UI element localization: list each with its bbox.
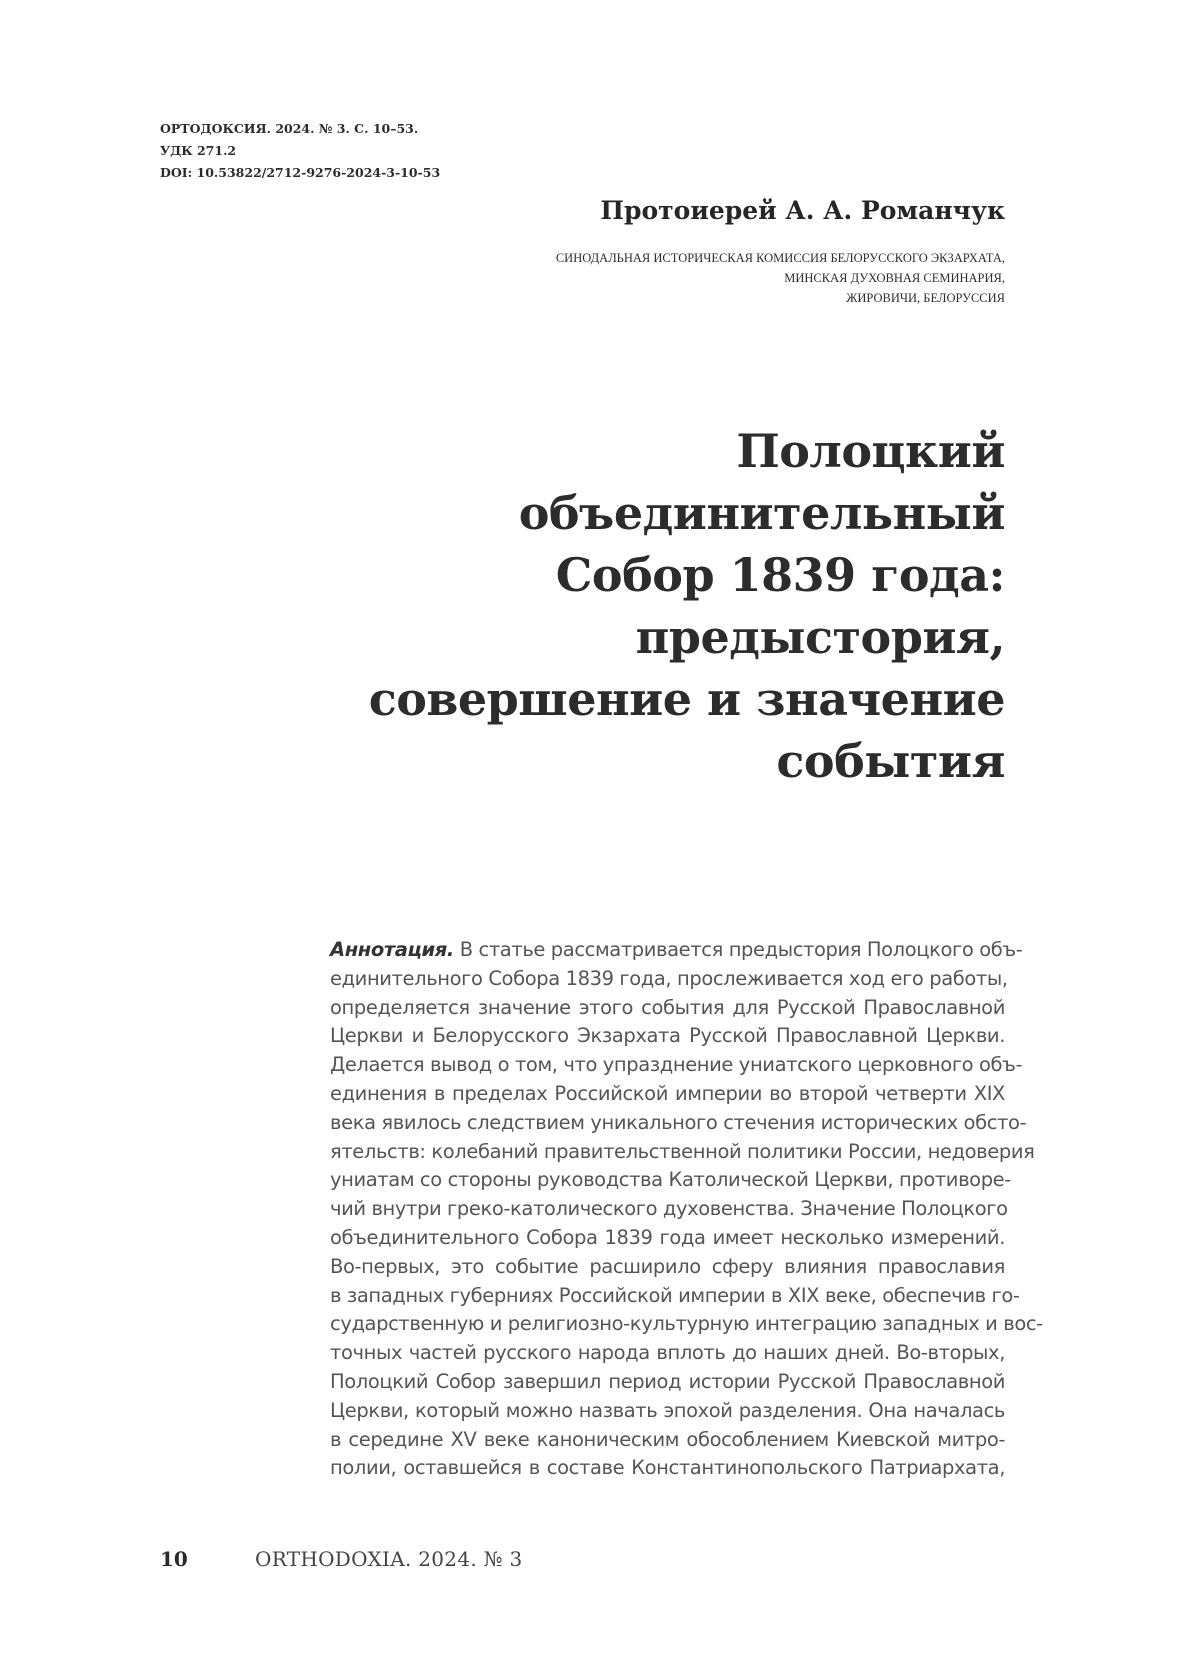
- abstract-line: [330, 936, 1023, 965]
- article-metadata: [160, 118, 440, 184]
- citation-line: ОРТОДОКСИЯ. 2024. № 3. С. 10–53.: [160, 121, 419, 136]
- page-footer: [160, 1547, 523, 1577]
- title-line: события: [776, 734, 1005, 788]
- abstract-line: Во-первых, это событие расширило сферу влияния православия: [330, 1254, 1005, 1278]
- abstract-line: единительного Собора 1839 года, прослеживается ход его работы,: [330, 966, 1008, 990]
- abstract-line: в западных губерниях Российской империи в XIX веке, обеспечив го-: [330, 1283, 1020, 1307]
- affiliation-line: СИНОДАЛЬНАЯ ИСТОРИЧЕСКАЯ КОМИССИЯ БЕЛОРУССКОГО ЭКЗАРХАТА,: [555, 251, 1005, 265]
- abstract-line: сударственную и религиозно-культурную интеграцию западных и вос-: [330, 1312, 1043, 1336]
- abstract-line: Полоцкий Собор завершил период истории Русской Православной: [330, 1369, 1005, 1393]
- title-line: предыстория,: [635, 610, 1005, 664]
- abstract-line: Делается вывод о том, что упразднение униатского церковного объ-: [330, 1053, 1023, 1077]
- abstract-line: века явилось следствием уникального стечения исторических обсто-: [330, 1110, 1027, 1134]
- abstract-line: ятельств: колебаний правительственной политики России, недоверия: [330, 1139, 1035, 1163]
- affiliation-line: ЖИРОВИЧИ, БЕЛОРУССИЯ: [846, 291, 1005, 305]
- abstract-line: определяется значение этого события для Русской Православной: [330, 995, 1005, 1019]
- abstract-line: Церкви, который можно назвать эпохой разделения. Она началась: [330, 1398, 1005, 1422]
- abstract-line: униатам со стороны руководства Католической Церкви, противоре-: [330, 1168, 1011, 1192]
- abstract-line: в середине XV веке каноническим обособлением Киевской митро-: [330, 1427, 1005, 1451]
- page-number: 10: [160, 1547, 188, 1571]
- abstract-line: Церкви и Белорусского Экзархата Русской Православной Церкви.: [330, 1024, 1005, 1048]
- journal-running-title: ORTHODOXIA. 2024. № 3: [255, 1547, 523, 1571]
- title-line: объединительный: [518, 486, 1005, 540]
- abstract-line: точных частей русского народа вплоть до наших дней. Во-вторых,: [330, 1341, 1005, 1365]
- udc-line: УДК 271.2: [160, 143, 237, 158]
- doi-line: DOI: 10.53822/2712-9276-2024-3-10-53: [160, 165, 441, 180]
- title-line: Собор 1839 года:: [555, 548, 1005, 602]
- abstract-line: полии, оставшейся в составе Константинопольского Патриархата,: [330, 1456, 1005, 1480]
- affiliation-line: МИНСКАЯ ДУХОВНАЯ СЕМИНАРИЯ,: [784, 271, 1005, 285]
- abstract: [330, 936, 1043, 1483]
- abstract-text: В статье рассматривается предыстория Полоцкого объ-: [453, 938, 1023, 961]
- title-line: Полоцкий: [736, 424, 1005, 478]
- title-line: совершение и значение: [368, 672, 1005, 726]
- abstract-line: чий внутри греко-католического духовенства. Значение Полоцкого: [330, 1197, 1008, 1221]
- abstract-line: объединительного Собора 1839 года имеет несколько измерений.: [330, 1225, 1005, 1249]
- author-affiliation: [556, 248, 1005, 308]
- article-title: [305, 420, 1005, 792]
- author-name: Протоиерей А. А. Романчук: [600, 196, 1005, 225]
- abstract-label: Аннотация.: [330, 938, 454, 961]
- abstract-line: единения в пределах Российской империи во второй четверти XIX: [330, 1081, 1005, 1105]
